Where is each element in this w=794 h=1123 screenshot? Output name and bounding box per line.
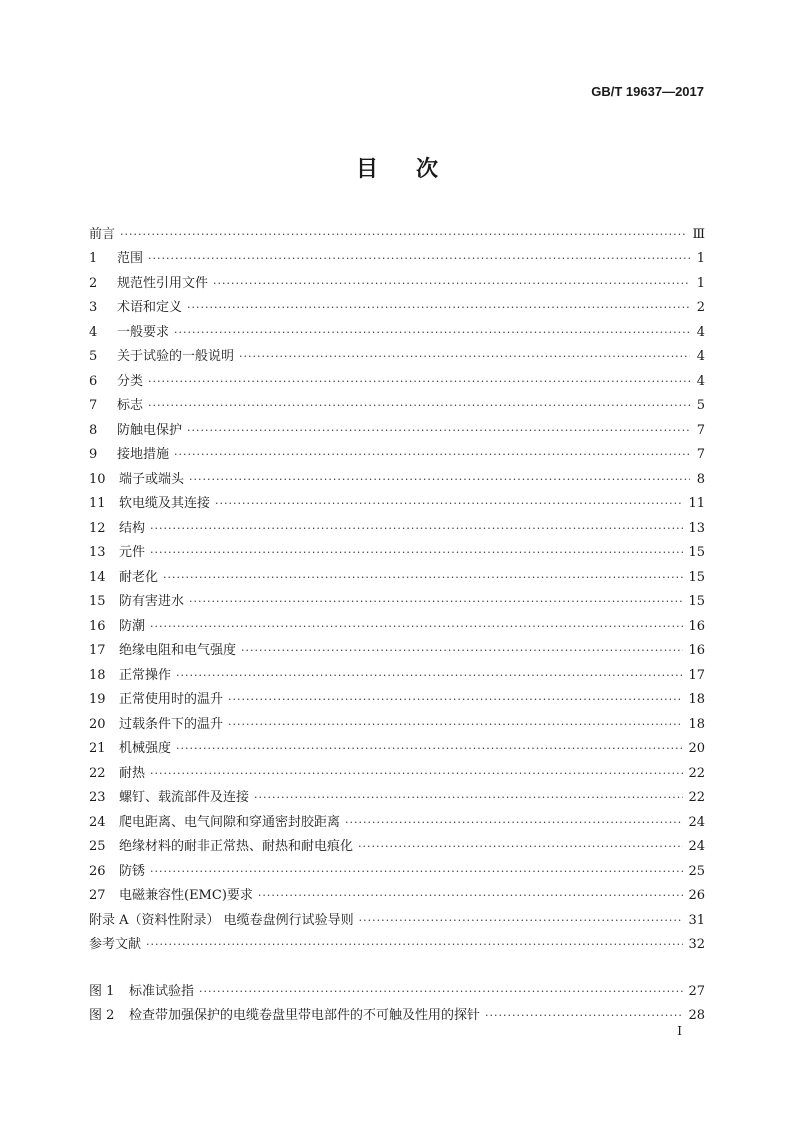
- toc-entry-number: 1: [89, 251, 98, 266]
- toc-entry[interactable]: [89, 806, 705, 831]
- toc-entry[interactable]: [89, 463, 705, 488]
- toc-entry-label: 范围: [117, 251, 144, 266]
- dot-leader: [359, 913, 684, 929]
- toc-entry[interactable]: [89, 561, 705, 586]
- dot-leader: [163, 570, 683, 586]
- table-of-contents: [89, 218, 705, 953]
- dot-leader: [345, 815, 683, 831]
- toc-entry-page: 5: [696, 398, 705, 413]
- toc-entry-page: 20: [688, 741, 705, 756]
- toc-entry-number: 2: [89, 275, 98, 291]
- dot-leader: [254, 790, 683, 806]
- toc-entry-label: 端子或端头: [119, 471, 185, 487]
- toc-entry-number: 4: [89, 324, 98, 340]
- dot-leader: [189, 594, 683, 610]
- toc-entry[interactable]: [89, 365, 705, 390]
- figure-list: [89, 975, 705, 1024]
- toc-entry-label: 前言: [89, 226, 116, 242]
- toc-entry-number: 14: [89, 569, 106, 585]
- toc-entry-label: 防锈: [119, 863, 146, 879]
- toc-entry-label: 关于试验的一般说明: [117, 349, 235, 364]
- toc-entry-label: 接地措施: [117, 447, 170, 462]
- dot-leader: [148, 398, 690, 414]
- toc-entry[interactable]: [89, 610, 705, 635]
- toc-entry-page: 31: [688, 912, 705, 928]
- toc-entry-number: 17: [89, 643, 106, 658]
- figure-entry-page: 27: [688, 983, 705, 999]
- toc-entry[interactable]: [89, 316, 705, 341]
- dot-leader: [358, 839, 683, 855]
- dot-leader: [174, 325, 690, 341]
- toc-entry-number: 3: [89, 300, 98, 315]
- toc-entry[interactable]: [89, 880, 705, 905]
- dot-leader: [148, 251, 690, 267]
- toc-entry[interactable]: [89, 929, 705, 954]
- toc-entry-page: 32: [688, 937, 705, 952]
- dot-leader: [176, 668, 683, 684]
- toc-entry-page: 13: [688, 520, 705, 536]
- toc-entry-label: 元件: [119, 545, 146, 560]
- toc-entry[interactable]: [89, 904, 705, 929]
- toc-entry-number: 8: [89, 422, 98, 438]
- toc-entry-page: 1: [696, 275, 705, 291]
- toc-entry-label: 防潮: [119, 618, 146, 634]
- dot-leader: [199, 984, 683, 1000]
- toc-entry-label: 绝缘电阻和电气强度: [119, 643, 237, 658]
- toc-entry-page: 15: [688, 545, 705, 560]
- toc-entry-page: 7: [696, 447, 705, 462]
- toc-entry-number: 24: [89, 814, 106, 830]
- dot-leader: [228, 717, 683, 733]
- dot-leader: [148, 374, 690, 390]
- toc-entry[interactable]: [89, 414, 705, 439]
- figure-entry-page: 28: [688, 1008, 705, 1023]
- standard-code: GB/T 19637—2017: [591, 84, 704, 99]
- toc-entry-page: 8: [696, 471, 705, 487]
- toc-entry[interactable]: [89, 292, 705, 317]
- toc-entry-page: 22: [688, 765, 705, 781]
- dot-leader: [176, 741, 683, 757]
- toc-entry-number: 12: [89, 520, 106, 536]
- dot-leader: [146, 937, 683, 953]
- toc-entry[interactable]: [89, 488, 705, 513]
- toc-entry-label: 电磁兼容性(EMC)要求: [119, 888, 253, 903]
- toc-entry-number: 27: [89, 888, 106, 903]
- toc-entry-label: 标志: [117, 398, 144, 413]
- toc-entry[interactable]: [89, 512, 705, 537]
- dot-leader: [187, 300, 690, 316]
- toc-entry-page: 24: [688, 839, 705, 854]
- toc-entry-page: 4: [696, 324, 705, 340]
- toc-entry[interactable]: [89, 659, 705, 684]
- toc-entry-page: 15: [688, 594, 705, 609]
- toc-entry[interactable]: [89, 733, 705, 758]
- toc-entry[interactable]: [89, 341, 705, 366]
- dot-leader: [189, 472, 690, 488]
- toc-entry-label: 防触电保护: [117, 422, 183, 438]
- toc-entry-number: 9: [89, 447, 98, 462]
- page-title: 目次: [355, 156, 476, 182]
- figure-entry[interactable]: [89, 1000, 705, 1025]
- toc-entry-number: 15: [89, 594, 106, 609]
- page-folio: I: [677, 1024, 682, 1038]
- toc-entry-number: 6: [89, 373, 98, 389]
- toc-entry-page: 22: [688, 790, 705, 805]
- toc-entry[interactable]: [89, 586, 705, 611]
- toc-entry-page: 11: [688, 496, 705, 511]
- toc-entry-number: 18: [89, 667, 106, 683]
- toc-entry-label: 附录 A（资料性附录） 电缆卷盘例行试验导则: [89, 912, 354, 928]
- dot-leader: [239, 349, 690, 365]
- toc-entry[interactable]: [89, 757, 705, 782]
- toc-entry-number: 7: [89, 398, 98, 413]
- figure-entry-label: 检查带加强保护的电缆卷盘里带电部件的不可触及性用的探针: [129, 1008, 481, 1023]
- toc-entry-number: 10: [89, 471, 106, 487]
- toc-entry-page: 1: [696, 251, 705, 266]
- toc-entry-label: 耐老化: [119, 569, 159, 585]
- dot-leader: [150, 864, 683, 880]
- figure-entry[interactable]: [89, 975, 705, 1000]
- toc-entry-page: 18: [688, 692, 705, 707]
- dot-leader: [241, 643, 683, 659]
- toc-entry-number: 25: [89, 839, 106, 854]
- toc-entry-number: 20: [89, 716, 106, 732]
- toc-entry-label: 螺钉、载流部件及连接: [119, 790, 250, 805]
- toc-entry-label: 防有害进水: [119, 594, 185, 609]
- toc-entry-page: 4: [696, 349, 705, 364]
- toc-entry-number: 5: [89, 349, 98, 364]
- toc-entry-number: 16: [89, 618, 106, 634]
- toc-entry[interactable]: [89, 635, 705, 660]
- toc-entry[interactable]: [89, 537, 705, 562]
- dot-leader: [258, 888, 684, 904]
- toc-entry-number: 22: [89, 765, 106, 781]
- toc-entry-page: 17: [688, 667, 705, 683]
- toc-entry-number: 13: [89, 545, 106, 560]
- figure-entry-number: 图 2: [89, 1008, 115, 1023]
- dot-leader: [228, 692, 683, 708]
- toc-entry-label: 软电缆及其连接: [119, 496, 211, 511]
- toc-entry[interactable]: [89, 782, 705, 807]
- dot-leader: [150, 619, 683, 635]
- dot-leader: [187, 423, 690, 439]
- toc-entry-page: 25: [688, 863, 705, 879]
- toc-entry-label: 过载条件下的温升: [119, 716, 224, 732]
- dot-leader: [213, 276, 690, 292]
- dot-leader: [120, 227, 687, 243]
- toc-entry[interactable]: [89, 390, 705, 415]
- toc-entry-page: 26: [688, 888, 705, 903]
- toc-entry[interactable]: [89, 243, 705, 268]
- toc-entry[interactable]: [89, 855, 705, 880]
- dot-leader: [150, 545, 683, 561]
- toc-entry-label: 绝缘材料的耐非正常热、耐热和耐电痕化: [119, 839, 354, 854]
- toc-entry-label: 正常操作: [119, 667, 172, 683]
- toc-entry-label: 分类: [117, 373, 144, 389]
- dot-leader: [150, 521, 683, 537]
- toc-entry-page: 18: [688, 716, 705, 732]
- dot-leader: [174, 447, 690, 463]
- toc-entry-label: 结构: [119, 520, 146, 536]
- dot-leader: [485, 1008, 683, 1024]
- dot-leader: [150, 766, 683, 782]
- toc-entry-number: 26: [89, 863, 106, 879]
- toc-entry[interactable]: [89, 831, 705, 856]
- toc-entry-label: 耐热: [119, 765, 146, 781]
- toc-entry-page: Ⅲ: [692, 226, 705, 242]
- toc-entry-label: 正常使用时的温升: [119, 692, 224, 707]
- figure-entry-label: 标准试验指: [129, 983, 195, 999]
- toc-entry-number: 21: [89, 741, 106, 756]
- toc-entry-page: 24: [688, 814, 705, 830]
- toc-entry-number: 23: [89, 790, 106, 805]
- dot-leader: [215, 496, 683, 512]
- toc-entry-label: 一般要求: [117, 324, 170, 340]
- toc-entry-label: 爬电距离、电气间隙和穿通密封胶距离: [119, 814, 341, 830]
- toc-entry-page: 15: [688, 569, 705, 585]
- toc-entry-number: 19: [89, 692, 106, 707]
- toc-entry-number: 11: [89, 496, 106, 511]
- toc-entry-label: 机械强度: [119, 741, 172, 756]
- figure-entry-number: 图 1: [89, 983, 115, 999]
- toc-entry-page: 16: [688, 618, 705, 634]
- toc-entry-page: 4: [696, 373, 705, 389]
- toc-entry-label: 术语和定义: [117, 300, 183, 315]
- toc-entry-page: 7: [696, 422, 705, 438]
- toc-entry[interactable]: [89, 218, 705, 243]
- toc-entry[interactable]: [89, 708, 705, 733]
- toc-entry[interactable]: [89, 439, 705, 464]
- toc-entry-label: 参考文献: [89, 937, 142, 952]
- toc-entry-label: 规范性引用文件: [117, 275, 209, 291]
- toc-entry[interactable]: [89, 267, 705, 292]
- toc-entry[interactable]: [89, 684, 705, 709]
- toc-entry-page: 2: [696, 300, 705, 315]
- toc-entry-page: 16: [688, 643, 705, 658]
